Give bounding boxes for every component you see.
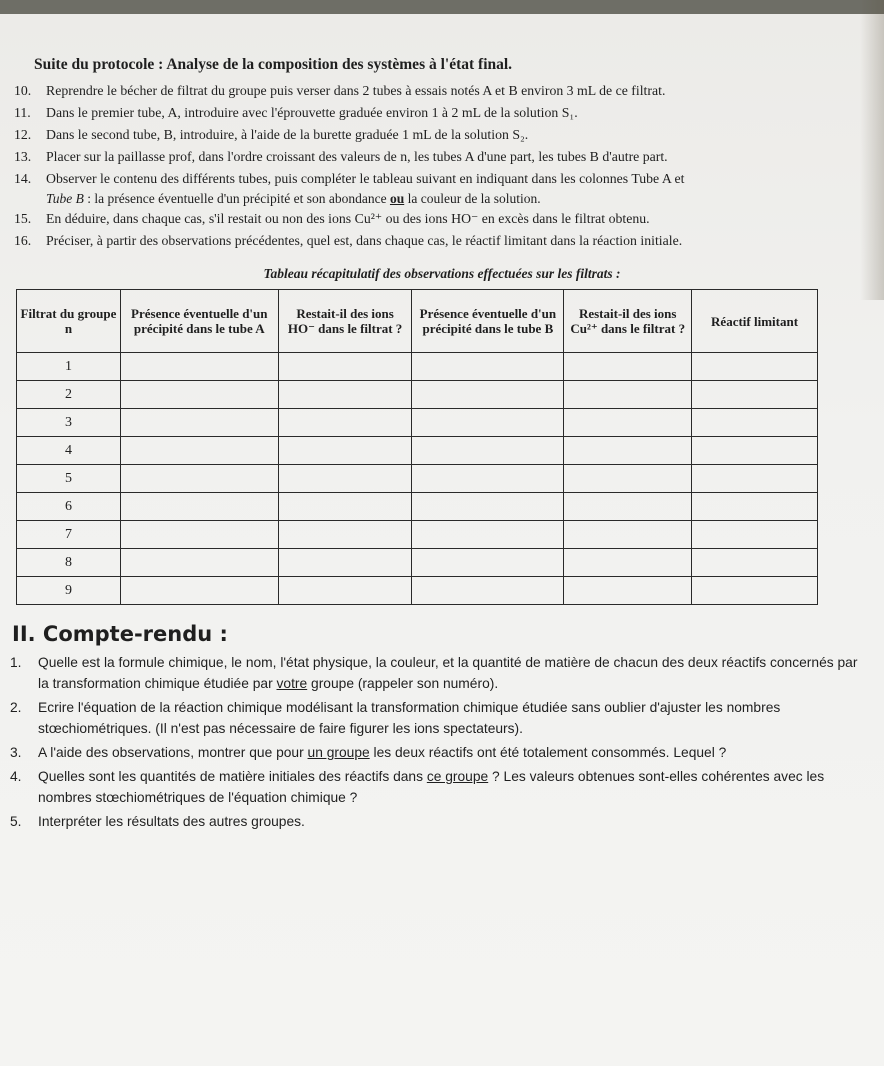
- question-3: 3. A l'aide des observations, montrer que pour un groupe les deux réactifs ont été totalement consommés. Lequel ?: [10, 745, 727, 760]
- empty-cell[interactable]: [564, 381, 692, 409]
- empty-cell[interactable]: [564, 465, 692, 493]
- empty-cell[interactable]: [278, 353, 412, 381]
- step-13: 13. Placer sur la paillasse prof, dans l'ordre croissant des valeurs de n, les tubes A d'une part, les tubes B d'autre part.: [14, 149, 668, 164]
- empty-cell[interactable]: [692, 465, 818, 493]
- empty-cell[interactable]: [278, 437, 412, 465]
- question-2: 2. Ecrire l'équation de la réaction chimique modélisant la transformation chimique étudiée sans oublier d'ajuster les nombres stœchiométriques. (Il n'est pas nécessaire de faire figurer les ions spectateurs).: [10, 700, 781, 736]
- empty-cell[interactable]: [412, 549, 564, 577]
- col-header-tube-a: Présence éventuelle d'un précipité dans le tube A: [120, 290, 278, 353]
- table-row: [17, 409, 818, 437]
- group-number: 9: [17, 577, 121, 605]
- empty-cell[interactable]: [692, 577, 818, 605]
- group-number: 5: [17, 465, 121, 493]
- empty-cell[interactable]: [278, 521, 412, 549]
- step-12: 12. Dans le second tube, B, introduire, à l'aide de la burette graduée 1 mL de la solution S₂.: [14, 127, 529, 142]
- question-4: 4. Quelles sont les quantités de matière initiales des réactifs dans ce groupe ? Les valeurs obtenues sont-elles cohérentes avec les nombres stœchiométriques de l'équation chimique ?: [10, 769, 825, 805]
- group-number: 8: [17, 549, 121, 577]
- step-15: 15. En déduire, dans chaque cas, s'il restait ou non des ions Cu²⁺ ou des ions HO⁻ en excès dans le filtrat obtenu.: [14, 211, 650, 226]
- table-header-row: [17, 290, 818, 353]
- question-1: 1. Quelle est la formule chimique, le nom, l'état physique, la couleur, et la quantité de matière de chacun des deux réactifs concernés par la transformation chimique étudiée par votre groupe (rappeler son numéro).: [10, 655, 858, 691]
- group-number: 6: [17, 493, 121, 521]
- table-row: [17, 493, 818, 521]
- empty-cell[interactable]: [692, 409, 818, 437]
- group-number: 7: [17, 521, 121, 549]
- empty-cell[interactable]: [692, 549, 818, 577]
- empty-cell[interactable]: [412, 521, 564, 549]
- empty-cell[interactable]: [564, 437, 692, 465]
- empty-cell[interactable]: [278, 381, 412, 409]
- protocol-steps: [14, 80, 864, 252]
- table-title: Tableau récapitulatif des observations effectuées sur les filtrats :: [263, 266, 621, 281]
- empty-cell[interactable]: [412, 437, 564, 465]
- observations-table: [16, 289, 818, 605]
- step-14-continuation: Tube B : la présence éventuelle d'un précipité et son abondance ou la couleur de la solution.: [46, 191, 541, 206]
- empty-cell[interactable]: [278, 465, 412, 493]
- col-header-cu-remaining: Restait-il des ions Cu²⁺ dans le filtrat ?: [564, 290, 692, 353]
- empty-cell[interactable]: [412, 493, 564, 521]
- group-number: 4: [17, 437, 121, 465]
- empty-cell[interactable]: [120, 381, 278, 409]
- empty-cell[interactable]: [412, 465, 564, 493]
- empty-cell[interactable]: [278, 549, 412, 577]
- empty-cell[interactable]: [412, 353, 564, 381]
- empty-cell[interactable]: [278, 409, 412, 437]
- empty-cell[interactable]: [564, 577, 692, 605]
- empty-cell[interactable]: [120, 549, 278, 577]
- empty-cell[interactable]: [692, 437, 818, 465]
- step-16: 16. Préciser, à partir des observations précédentes, quel est, dans chaque cas, le réactif limitant dans la réaction initiale.: [14, 233, 683, 248]
- table-row: [17, 437, 818, 465]
- empty-cell[interactable]: [412, 409, 564, 437]
- col-header-limiting: Réactif limitant: [692, 290, 818, 353]
- empty-cell[interactable]: [412, 381, 564, 409]
- group-number: 1: [17, 353, 121, 381]
- col-header-group: Filtrat du groupe n: [17, 290, 121, 353]
- table-row: [17, 353, 818, 381]
- col-header-tube-b: Présence éventuelle d'un précipité dans le tube B: [412, 290, 564, 353]
- step-14: 14. Observer le contenu des différents tubes, puis compléter le tableau suivant en indiquant dans les colonnes Tube A et: [14, 171, 685, 186]
- empty-cell[interactable]: [692, 353, 818, 381]
- empty-cell[interactable]: [692, 381, 818, 409]
- step-11: 11. Dans le premier tube, A, introduire avec l'éprouvette graduée environ 1 à 2 mL de la solution S₁.: [14, 105, 578, 120]
- protocol-heading: Suite du protocole : Analyse de la composition des systèmes à l'état final.: [34, 56, 513, 73]
- empty-cell[interactable]: [120, 521, 278, 549]
- group-number: 2: [17, 381, 121, 409]
- empty-cell[interactable]: [120, 465, 278, 493]
- col-header-ho-remaining: Restait-il des ions HO⁻ dans le filtrat ?: [278, 290, 412, 353]
- empty-cell[interactable]: [564, 493, 692, 521]
- table-row: [17, 577, 818, 605]
- empty-cell[interactable]: [120, 493, 278, 521]
- empty-cell[interactable]: [278, 493, 412, 521]
- empty-cell[interactable]: [564, 521, 692, 549]
- table-row: [17, 381, 818, 409]
- empty-cell[interactable]: [564, 409, 692, 437]
- questions-list: [10, 652, 870, 835]
- empty-cell[interactable]: [412, 577, 564, 605]
- empty-cell[interactable]: [120, 437, 278, 465]
- empty-cell[interactable]: [564, 549, 692, 577]
- empty-cell[interactable]: [564, 353, 692, 381]
- empty-cell[interactable]: [692, 493, 818, 521]
- table-row: [17, 521, 818, 549]
- group-number: 3: [17, 409, 121, 437]
- empty-cell[interactable]: [120, 353, 278, 381]
- table-row: [17, 465, 818, 493]
- compte-rendu-title: II. Compte-rendu :: [12, 622, 228, 646]
- empty-cell[interactable]: [120, 409, 278, 437]
- step-10: 10. Reprendre le bécher de filtrat du groupe puis verser dans 2 tubes à essais notés A et B environ 3 mL de ce filtrat.: [14, 83, 666, 98]
- table-row: [17, 549, 818, 577]
- question-5: 5. Interpréter les résultats des autres groupes.: [10, 814, 305, 829]
- empty-cell[interactable]: [692, 521, 818, 549]
- empty-cell[interactable]: [278, 577, 412, 605]
- empty-cell[interactable]: [120, 577, 278, 605]
